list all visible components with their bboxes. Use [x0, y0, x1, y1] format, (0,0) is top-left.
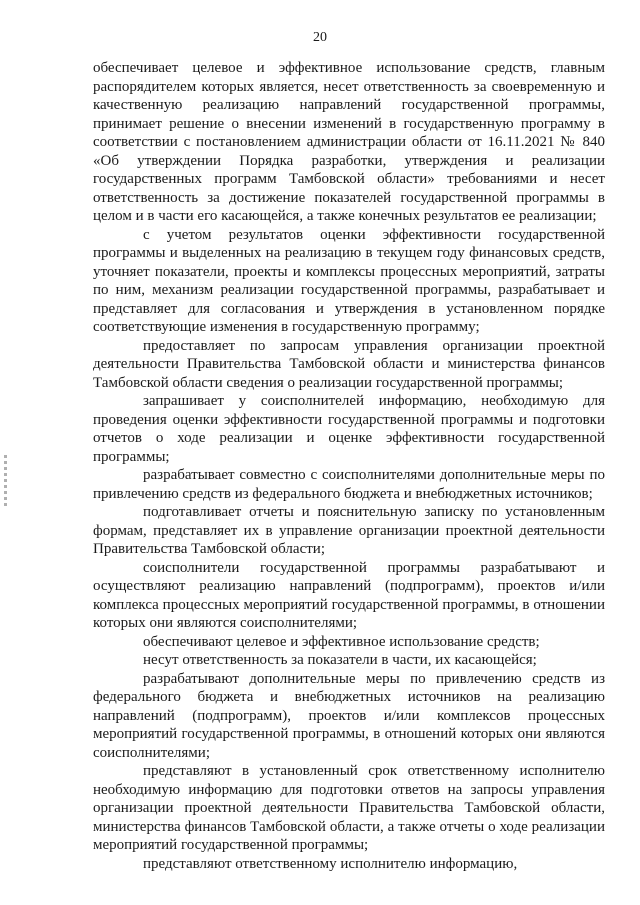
- paragraph: обеспечивает целевое и эффективное использование средств, главным распорядителем которых является, несет ответственность за своевременную и качественную реализацию направлений государственной программы, принимает решение о внесении изменений в государственную программу в соответствии с постановлением администрации области от 16.11.2021 № 840 «Об утверждении Порядка разработки, утверждения и реализации государственных программ Тамбовской области» требованиями и несет ответственность за достижение показателей государственной программы в целом и в части его касающейся, а также конечных результатов ее реализации;: [93, 60, 605, 224]
- scan-margin-mark: [4, 455, 10, 515]
- paragraph: разрабатывают дополнительные меры по привлечению средств из федерального бюджета и внебюджетных источников на реализацию направлений (подпрограмм), проектов и/или комплексов процессных мероприятий государственной программы, в отношений которых они являются соисполнителями;: [93, 670, 605, 761]
- paragraph: предоставляет по запросам управления организации проектной деятельности Правительства Тамбовской области и министерства финансов Тамбовской области сведения о реализации государственной программы;: [93, 337, 605, 391]
- paragraph: разрабатывает совместно с соисполнителями дополнительные меры по привлечению средств из федерального бюджета и внебюджетных источников;: [93, 467, 605, 502]
- document-body: [93, 59, 605, 873]
- paragraph: представляют ответственному исполнителю информацию,: [143, 855, 518, 872]
- paragraph: несут ответственность за показатели в части, их касающейся;: [143, 652, 537, 668]
- paragraph: обеспечивают целевое и эффективное использование средств;: [143, 633, 540, 650]
- paragraph: с учетом результатов оценки эффективности государственной программы и выделенных на реализацию в текущем году финансовых средств, уточняет показатели, проекты и комплексы процессных мероприятий, затраты по ним, механизм реализации государственной программы, разрабатывает и представляет для согласования и утверждения в установленном порядке соответствующие изменения в государственную программу;: [93, 226, 605, 335]
- paragraph: представляют в установленный срок ответственному исполнителю необходимую информацию для подготовки ответов на запросы управления организации проектной деятельности Правительства Тамбовской области, министерства финансов Тамбовской области, а также отчеты о ходе реализации мероприятий государственной программы;: [93, 763, 605, 853]
- paragraph: запрашивает у соисполнителей информацию, необходимую для проведения оценки эффективности государственной программы и подготовки отчетов о ходе реализации и оценке эффективности государственной программы;: [93, 393, 605, 465]
- paragraph: соисполнители государственной программы разрабатывают и осуществляют реализацию направлений (подпрограмм), проектов и/или комплекса процессных мероприятий государственной программы, в отношении которых они являются соисполнителями;: [93, 559, 605, 631]
- page-number: 20: [313, 30, 327, 45]
- paragraph: подготавливает отчеты и пояснительную записку по установленным формам, представляет их в управление организации проектной деятельности Правительства Тамбовской области;: [93, 504, 605, 557]
